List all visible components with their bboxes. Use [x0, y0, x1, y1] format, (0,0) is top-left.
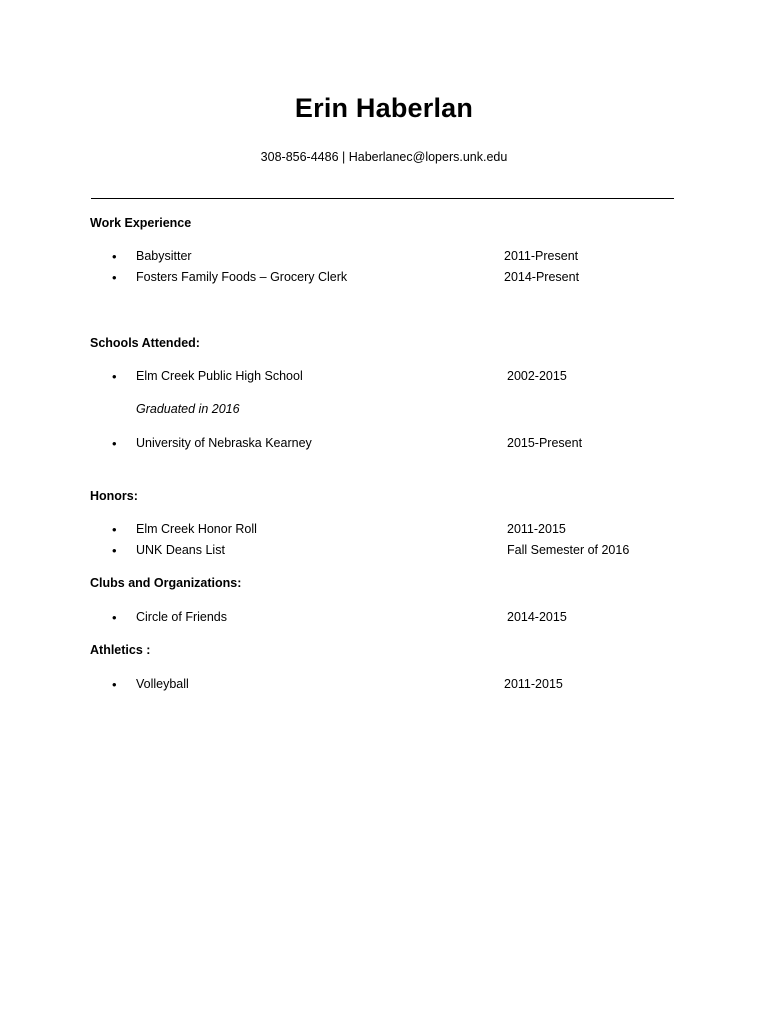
schools-heading: Schools Attended: [90, 336, 200, 350]
athletics-heading: Athletics : [90, 643, 151, 657]
school-item-note: Graduated in 2016 [136, 402, 240, 416]
bullet-icon: • [112, 369, 117, 384]
athletics-item-label: Volleyball [136, 677, 189, 691]
honor-item-date: 2011-2015 [507, 522, 566, 536]
athletics-item-date: 2011-2015 [504, 677, 563, 691]
honor-item-label: Elm Creek Honor Roll [136, 522, 257, 536]
work-item-label: Babysitter [136, 249, 192, 263]
bullet-icon: • [112, 677, 117, 692]
honor-item-label: UNK Deans List [136, 543, 225, 557]
club-item-date: 2014-2015 [507, 610, 567, 624]
header-divider [91, 198, 674, 199]
clubs-heading: Clubs and Organizations: [90, 576, 242, 590]
bullet-icon: • [112, 436, 117, 451]
resume-name: Erin Haberlan [294, 93, 474, 123]
work-item-label: Fosters Family Foods – Grocery Clerk [136, 270, 348, 284]
club-item-label: Circle of Friends [136, 610, 227, 624]
bullet-icon: • [112, 249, 117, 264]
bullet-icon: • [112, 522, 117, 537]
honor-item-date: Fall Semester of 2016 [507, 543, 630, 557]
school-item-label: Elm Creek Public High School [136, 369, 303, 383]
bullet-icon: • [112, 610, 117, 625]
bullet-icon: • [112, 543, 117, 558]
school-item-date: 2015-Present [507, 436, 583, 450]
bullet-icon: • [112, 270, 117, 285]
school-item-label: University of Nebraska Kearney [136, 436, 312, 450]
contact-info: 308-856-4486 | Haberlanec@lopers.unk.edu [260, 150, 508, 164]
honors-heading: Honors: [90, 489, 138, 503]
school-item-date: 2002-2015 [507, 369, 567, 383]
work-item-date: 2011-Present [504, 249, 579, 263]
work-experience-heading: Work Experience [90, 216, 192, 230]
work-item-date: 2014-Present [504, 270, 580, 284]
